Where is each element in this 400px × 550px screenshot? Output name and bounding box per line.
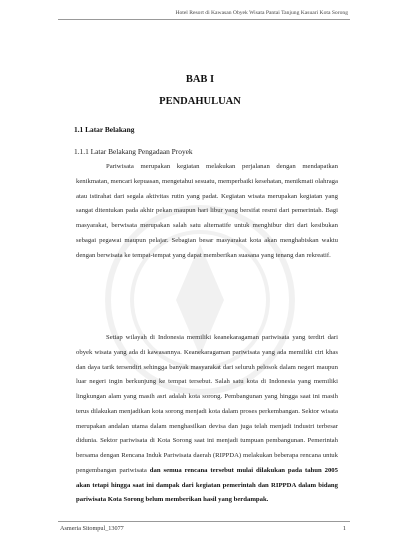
paragraph-2-text: Setiap wilayah di Indonesia memiliki keanekaragaman pariwisata yang terdiri dari obyek wisata yang ada di kawasannya. Keanekaragaman pariwisata yang ada memiliki ciri khas dan daya tarik tersendiri sehingga banyak masyarakat dari seluruh pelosok dalam negeri maupun luar negeri ingin berkunjung ke tempat tersebut. Salah satu kota di Indonesia yang memiliki lingkungan alam yang masih asri adalah kota sorong. Pembangunan yang hingga saat ini masih terus dilakukan menjadikan kota sorong menjadi kota dalam proses perkembangan. Sektor wisata merupakan andalan utama dalam menghasilkan devisa dan juga telah menjadi industri terbesar didunia. Sektor pariwisata di Kota Sorong saat ini menjadi tumpuan pembangunan. Pemerintah bersama dengan Rencana Induk Pariwisata daerah (RIPPDA) melakukan beberapa rencana untuk pengembangan pariwisata	[76, 334, 338, 474]
paragraph-2-bold-text: dan semua rencana tersebut mulai dilakukan pada tahun 2005 akan tetapi hingga saat ini dampak dari kegiatan pemerintah dan RIPPDA dalam bidang pariwisata Kota Sorong belum memberikan hasil yang berdampak.	[76, 466, 338, 504]
chapter-title: PENDAHULUAN	[159, 96, 241, 107]
footer-rule	[58, 521, 350, 522]
chapter-number: BAB I	[185, 74, 215, 85]
body-paragraph-1: Pariwisata merupakan kegiatan melakukan perjalanan dengan mendapatkan kenikmatan, mencari kepuasan, mengetahui sesuatu, memperbaiki kesehatan, menikmati olahraga atau istirahat dari segala aktivitas rutin yang padat. Kegiatan wisata merupakan kegiatan yang sangat ditentukan pada akhir pekan maupun hari libur yang bersifat resmi dari pemerintah. Bagi masyarakat, berwisata merupakan salah satu alternatife untuk menghibur diri dari kesibukan sebagai pegawai maupun pelajar. Sebagian besar masyarakat kota akan menghabiskan waktu dengan berwisata ke tempat-tempat yang dapat memberikan suasana yang tenang dan rekreatif.	[76, 163, 338, 259]
section-heading: 1.1 Latar Belakang	[74, 125, 135, 134]
header-rule	[58, 19, 350, 20]
footer-author: Asmeria Sitompul_13077	[60, 525, 124, 532]
running-header: Hotel Resort di Kawasan Obyek Wisata Pantai Tanjung Kasuari Kota Sorong	[175, 10, 348, 16]
body-paragraph-2	[76, 331, 338, 508]
subsection-heading: 1.1.1 Latar Belakang Pengadaan Proyek	[74, 147, 193, 156]
page-number: 1	[342, 525, 346, 532]
